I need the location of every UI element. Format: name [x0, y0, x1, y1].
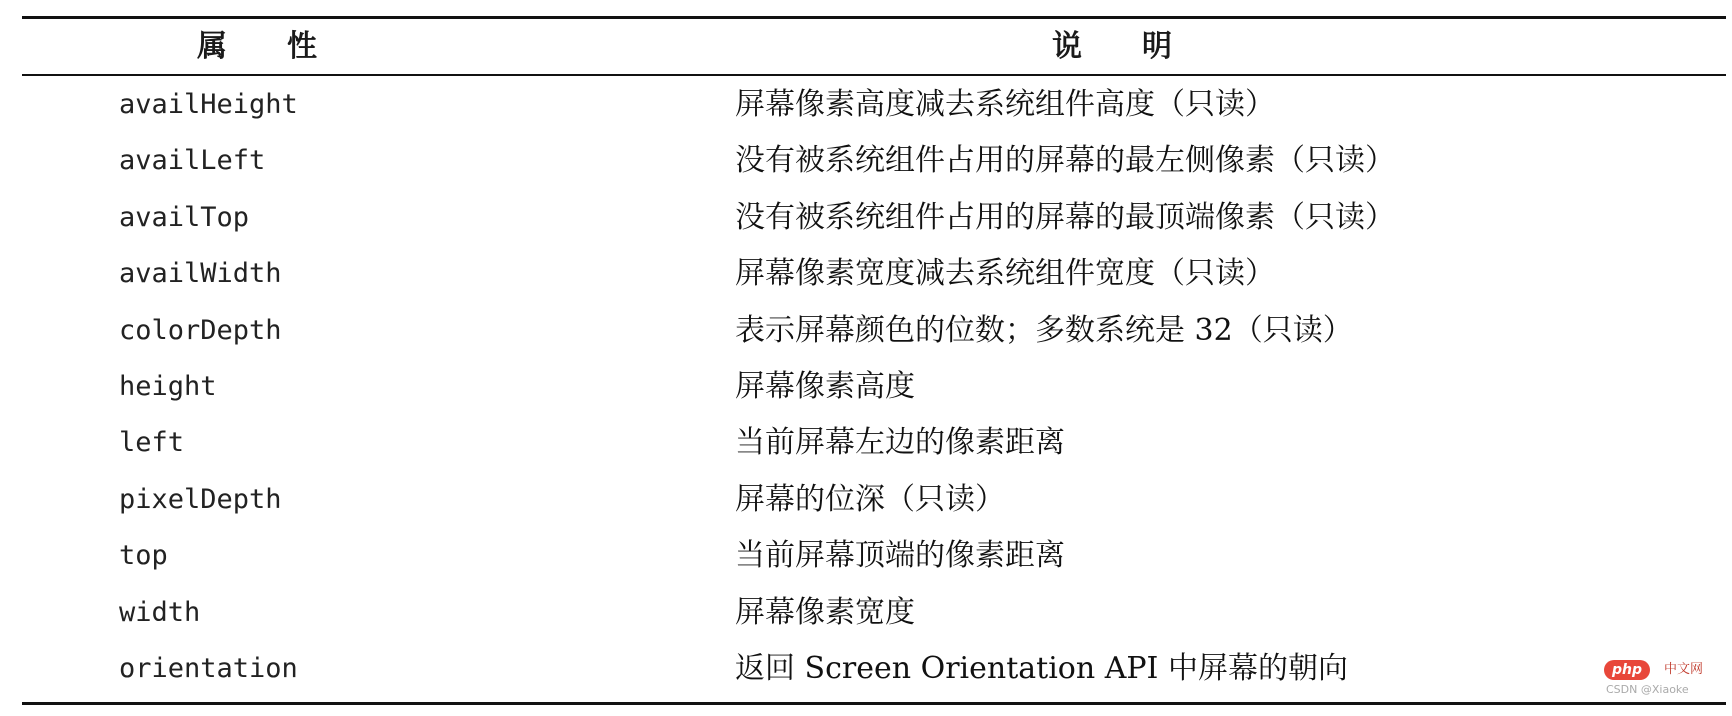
table-row: [22, 472, 1726, 528]
table-row: [22, 77, 1726, 133]
property-name: left: [119, 427, 185, 459]
screen-properties-table: [22, 16, 1726, 705]
property-name: orientation: [119, 652, 298, 684]
table-bottom-rule: [22, 702, 1726, 705]
property-name: availLeft: [119, 145, 266, 177]
property-name: colorDepth: [119, 314, 282, 346]
property-name: availHeight: [119, 89, 298, 120]
table-row: [22, 415, 1726, 471]
php-logo: php: [1604, 660, 1650, 680]
property-description: 当前屏幕左边的像素距离: [735, 425, 1065, 461]
table-header: [22, 19, 1726, 74]
property-description: 屏幕像素高度减去系统组件高度（只读）: [735, 87, 1275, 122]
table-body: [22, 76, 1726, 702]
watermark: [1604, 660, 1724, 700]
property-description: 没有被系统组件占用的屏幕的最左侧像素（只读）: [735, 143, 1395, 179]
property-description: 没有被系统组件占用的屏幕的最顶端像素（只读）: [735, 199, 1395, 235]
property-name: pixelDepth: [119, 483, 282, 515]
table-row: [22, 303, 1726, 359]
table-row: [22, 133, 1726, 189]
header-description: 说 明: [1052, 29, 1172, 64]
table-row: [22, 246, 1726, 302]
table-row: [22, 528, 1726, 584]
property-name: availTop: [119, 201, 250, 233]
watermark-site: 中文网: [1664, 662, 1704, 677]
header-attribute: 属 性: [197, 29, 317, 64]
property-name: height: [119, 370, 217, 402]
property-description: 屏幕像素宽度: [735, 594, 915, 630]
property-description: 返回 Screen Orientation API 中屏幕的朝向: [735, 650, 1348, 686]
property-name: availWidth: [119, 258, 282, 290]
property-description: 屏幕像素高度: [735, 368, 915, 404]
property-name: width: [119, 596, 201, 628]
property-description: 表示屏幕颜色的位数；多数系统是 32（只读）: [735, 312, 1353, 348]
table-row: [22, 585, 1726, 641]
property-name: top: [119, 540, 168, 572]
property-description: 屏幕像素宽度减去系统组件宽度（只读）: [735, 256, 1275, 292]
watermark-credit: CSDN @Xiaoke: [1606, 683, 1689, 696]
table-row: [22, 359, 1726, 415]
property-description: 屏幕的位深（只读）: [735, 481, 1005, 517]
table-row: [22, 190, 1726, 246]
table-row: [22, 641, 1726, 697]
property-description: 当前屏幕顶端的像素距离: [735, 538, 1065, 574]
